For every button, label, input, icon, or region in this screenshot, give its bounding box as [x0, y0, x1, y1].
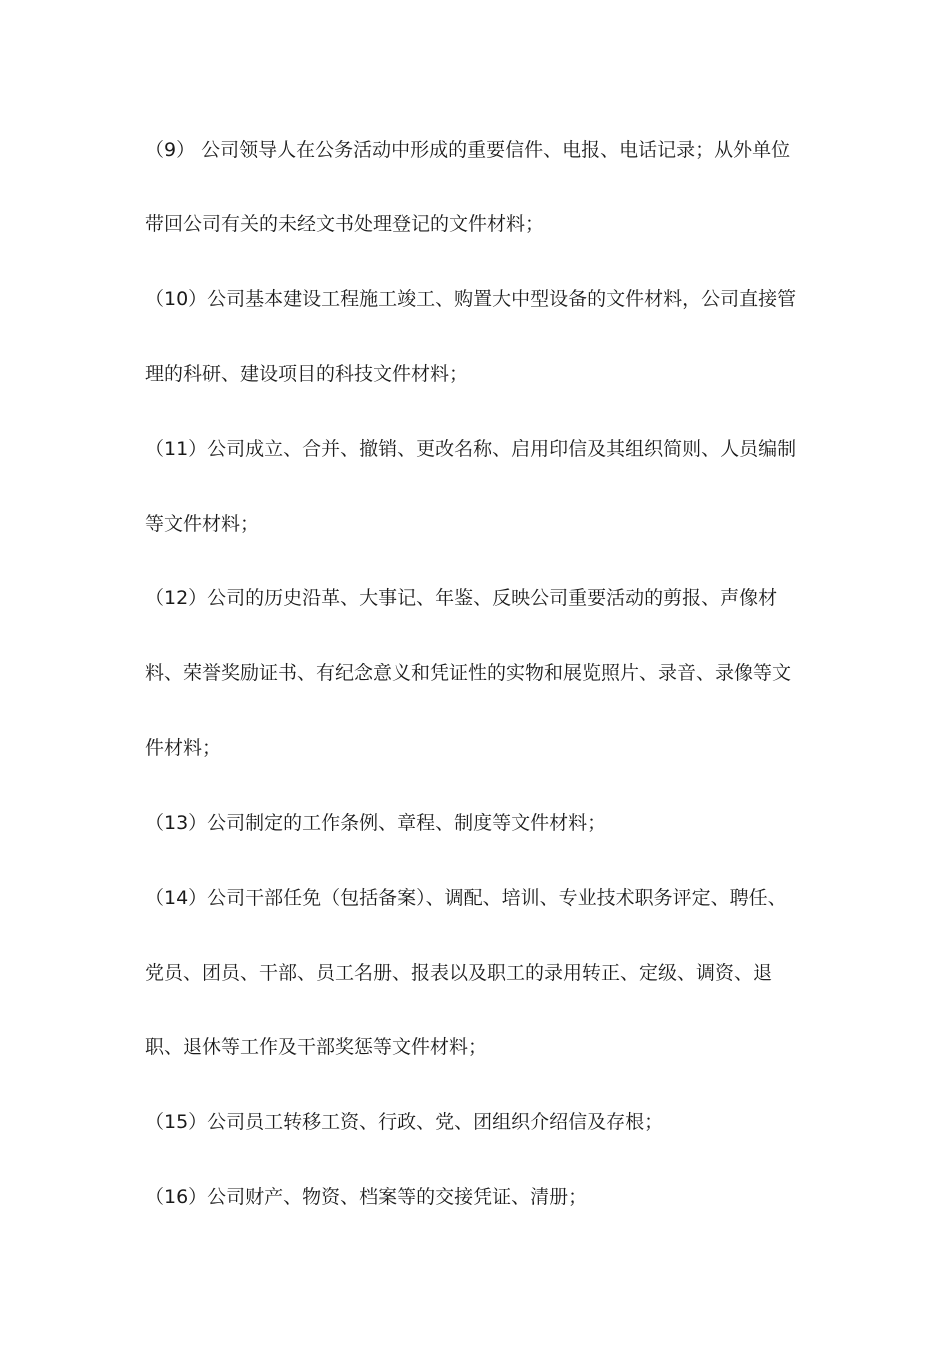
text-line: 料、荣誉奖励证书、有纪念意义和凭证性的实物和展览照片、录音、录像等文 — [145, 662, 792, 684]
text-line: 件材料； — [145, 737, 222, 759]
text-line: 等文件材料； — [145, 513, 260, 535]
text-line: （14）公司干部任免（包括备案）、调配、培训、专业技术职务评定、聘任、 — [145, 887, 787, 909]
text-line: （16）公司财产、物资、档案等的交接凭证、清册； — [145, 1186, 588, 1208]
text-line: 党员、团员、干部、员工名册、报表以及职工的录用转正、定级、调资、退 — [145, 962, 773, 984]
text-line: （13）公司制定的工作条例、章程、制度等文件材料； — [145, 812, 607, 834]
text-line: 职、退休等工作及干部奖惩等文件材料； — [145, 1036, 488, 1058]
text-line: （9） 公司领导人在公务活动中形成的重要信件、电报、电话记录；从外单位 — [145, 139, 791, 161]
text-line: （10）公司基本建设工程施工竣工、购置大中型设备的文件材料，公司直接管 — [145, 288, 797, 310]
text-line: 带回公司有关的未经文书处理登记的文件材料； — [145, 213, 545, 235]
text-line: （15）公司员工转移工资、行政、党、团组织介绍信及存根； — [145, 1111, 664, 1133]
text-line: （11）公司成立、合并、撤销、更改名称、启用印信及其组织简则、人员编制 — [145, 438, 797, 460]
text-line: 理的科研、建设项目的科技文件材料； — [145, 363, 469, 385]
text-line: （12）公司的历史沿革、大事记、年鉴、反映公司重要活动的剪报、声像材 — [145, 587, 778, 609]
